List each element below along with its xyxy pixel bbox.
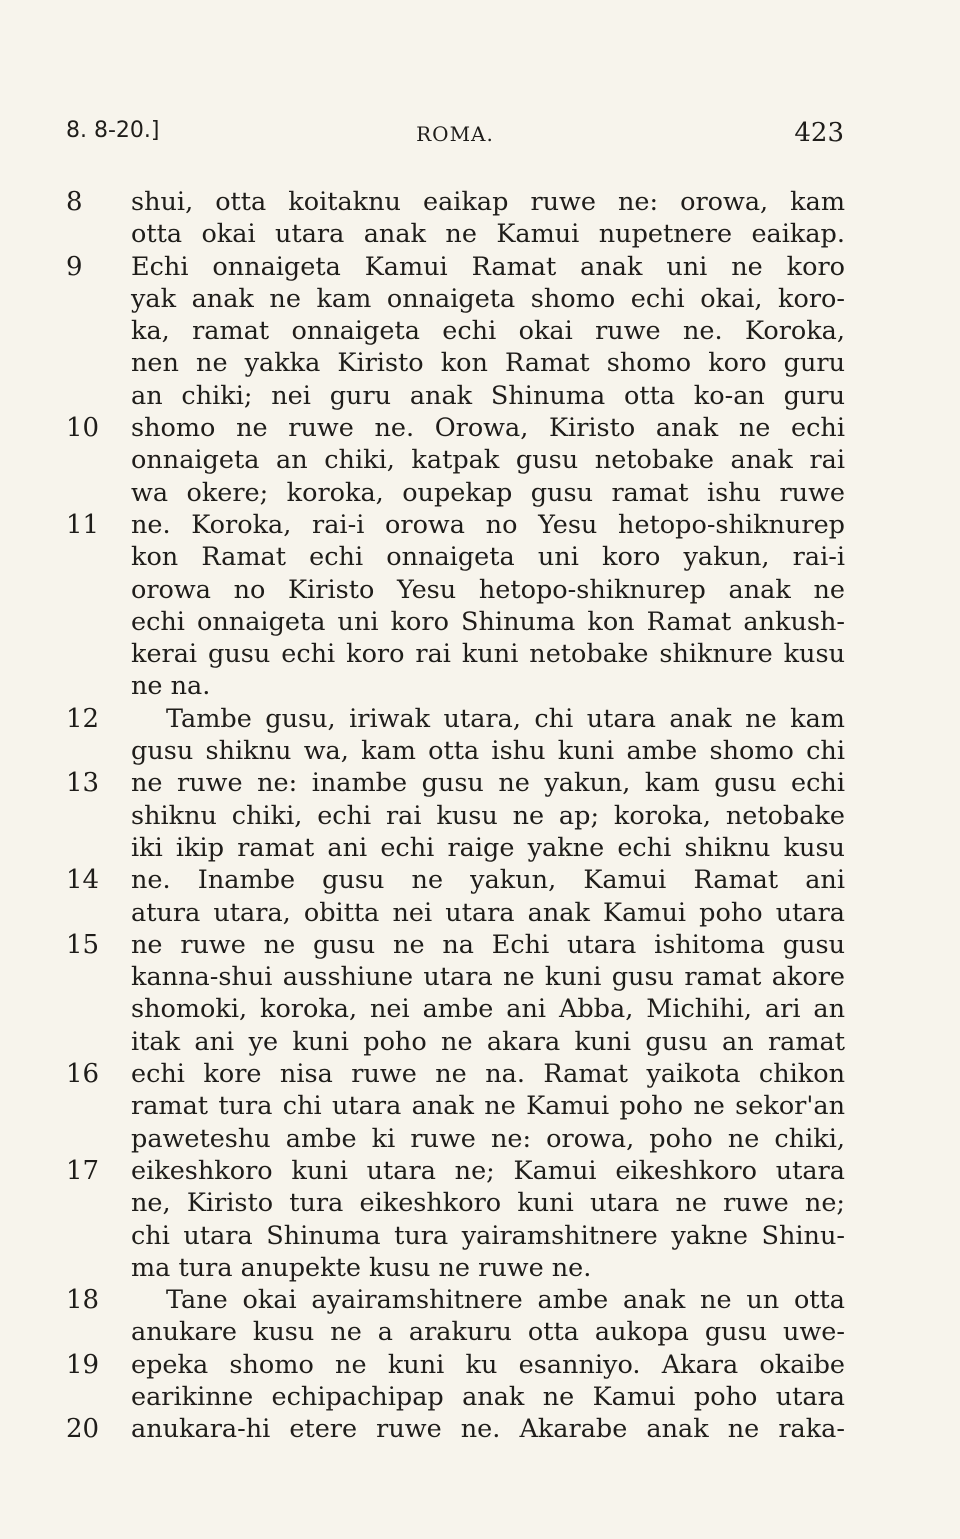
text-line: [0, 1316, 960, 1348]
text-line: [0, 929, 960, 961]
text-line: [0, 541, 960, 573]
line-text: itak ani ye kuni poho ne akara kuni gusu an ramat: [131, 1026, 845, 1057]
text-line: [0, 444, 960, 476]
verse-number: 13: [66, 768, 100, 799]
line-text: paweteshu ambe ki ruwe ne: orowa, poho ne chiki,: [131, 1123, 845, 1154]
text-line: [0, 1123, 960, 1155]
text-line: [0, 993, 960, 1025]
line-text: Echi onnaigeta Kamui Ramat anak uni ne koro: [131, 251, 845, 282]
line-text: shomo ne ruwe ne. Orowa, Kiristo anak ne echi: [131, 413, 845, 444]
text-line: [0, 703, 960, 735]
scripture-text: [0, 186, 960, 1446]
line-text: ne ruwe ne: inambe gusu ne yakun, kam gusu echi: [131, 768, 845, 799]
text-line: [0, 380, 960, 412]
verse-number: 11: [66, 509, 100, 540]
line-text: shui, otta koitaknu eaikap ruwe ne: orowa, kam: [131, 187, 845, 217]
line-text: shiknu chiki, echi rai kusu ne ap; koroka, netobake: [131, 800, 845, 831]
line-text: onnaigeta an chiki, katpak gusu netobake anak rai: [131, 445, 845, 476]
line-text: ne. Inambe gusu ne yakun, Kamui Ramat ani: [131, 865, 845, 896]
verse-number: 10: [66, 413, 100, 444]
line-text: anukare kusu ne a arakuru otta aukopa gusu uwe-: [131, 1317, 845, 1348]
text-line: [0, 1090, 960, 1122]
verse-number: 9: [66, 251, 83, 282]
text-line: [0, 670, 960, 702]
text-line: [0, 574, 960, 606]
line-text: echi kore nisa ruwe ne na. Ramat yaikota chikon: [131, 1059, 845, 1090]
line-text: nen ne yakka Kiristo kon Ramat shomo koro guru: [131, 348, 845, 379]
line-text: kanna-shui ausshiune utara ne kuni gusu ramat akore: [131, 962, 845, 993]
verse-number: 12: [66, 703, 100, 734]
verse-number: 14: [66, 865, 100, 896]
verse-number: 20: [66, 1414, 100, 1445]
text-line: [0, 347, 960, 379]
verse-number: 16: [66, 1059, 100, 1090]
line-text: epeka shomo ne kuni ku esanniyo. Akara okaibe: [131, 1349, 845, 1380]
line-text: an chiki; nei guru anak Shinuma otta ko-an guru: [131, 380, 845, 411]
line-text: kerai gusu echi koro rai kuni netobake shiknure kusu: [131, 639, 845, 670]
line-text: ma tura anupekte kusu ne ruwe ne.: [131, 1252, 592, 1283]
line-text: eikeshkoro kuni utara ne; Kamui eikeshkoro utara: [131, 1155, 845, 1186]
text-line: [0, 961, 960, 993]
verse-number: 8: [66, 187, 83, 217]
text-line: [0, 509, 960, 541]
text-line: [0, 1381, 960, 1413]
line-text: Tambe gusu, iriwak utara, chi utara anak ne kam: [166, 703, 845, 734]
line-text: ramat tura chi utara anak ne Kamui poho ne sekor'an: [131, 1091, 845, 1122]
line-text: ne, Kiristo tura eikeshkoro kuni utara ne ruwe ne;: [131, 1188, 845, 1219]
line-text: kon Ramat echi onnaigeta uni koro yakun, rai-i: [131, 542, 845, 573]
line-text: Tane okai ayairamshitnere ambe anak ne un otta: [166, 1285, 845, 1316]
text-line: [0, 1155, 960, 1187]
line-text: echi onnaigeta uni koro Shinuma kon Ramat ankush-: [131, 606, 845, 637]
line-text: wa okere; koroka, oupekap gusu ramat ishu ruwe: [131, 477, 845, 508]
text-line: [0, 638, 960, 670]
line-text: gusu shiknu wa, kam otta ishu kuni ambe shomo chi: [131, 736, 845, 767]
line-text: atura utara, obitta nei utara anak Kamui poho utara: [131, 897, 845, 928]
text-line: [0, 606, 960, 638]
line-text: yak anak ne kam onnaigeta shomo echi okai, koro-: [131, 283, 845, 314]
line-text: earikinne echipachipap anak ne Kamui poho utara: [131, 1381, 845, 1412]
text-line: [0, 1187, 960, 1219]
line-text: ne na.: [131, 671, 211, 702]
text-line: [0, 186, 960, 218]
chapter-verse-range: 8. 8-20.]: [66, 118, 160, 143]
text-line: [0, 1058, 960, 1090]
line-text: ne ruwe ne gusu ne na Echi utara ishitoma gusu: [131, 929, 845, 960]
page-number: 423: [794, 118, 844, 148]
text-line: [0, 1220, 960, 1252]
text-line: [0, 1349, 960, 1381]
text-line: [0, 800, 960, 832]
text-line: [0, 315, 960, 347]
line-text: chi utara Shinuma tura yairamshitnere yakne Shinu-: [131, 1220, 845, 1251]
text-line: [0, 218, 960, 250]
text-line: [0, 1284, 960, 1316]
text-line: [0, 1026, 960, 1058]
line-text: ka, ramat onnaigeta echi okai ruwe ne. Koroka,: [131, 316, 845, 347]
text-line: [0, 767, 960, 799]
text-line: [0, 1413, 960, 1445]
text-line: [0, 832, 960, 864]
text-line: [0, 1252, 960, 1284]
text-line: [0, 283, 960, 315]
verse-number: 19: [66, 1349, 100, 1380]
line-text: ne. Koroka, rai-i orowa no Yesu hetopo-shiknurep: [131, 509, 845, 540]
text-line: [0, 251, 960, 283]
line-text: iki ikip ramat ani echi raige yakne echi shiknu kusu: [131, 832, 845, 863]
line-text: orowa no Kiristo Yesu hetopo-shiknurep anak ne: [131, 574, 845, 605]
book-title: ROMA.: [416, 122, 494, 146]
text-line: [0, 477, 960, 509]
text-line: [0, 864, 960, 896]
running-header: [0, 118, 960, 154]
line-text: otta okai utara anak ne Kamui nupetnere eaikap.: [131, 219, 845, 250]
verse-number: 18: [66, 1285, 100, 1316]
text-line: [0, 897, 960, 929]
verse-number: 15: [66, 929, 100, 960]
line-text: shomoki, koroka, nei ambe ani Abba, Michihi, ari an: [131, 994, 845, 1025]
verse-number: 17: [66, 1155, 100, 1186]
line-text: anukara-hi etere ruwe ne. Akarabe anak ne raka-: [131, 1414, 845, 1445]
text-line: [0, 412, 960, 444]
text-line: [0, 735, 960, 767]
